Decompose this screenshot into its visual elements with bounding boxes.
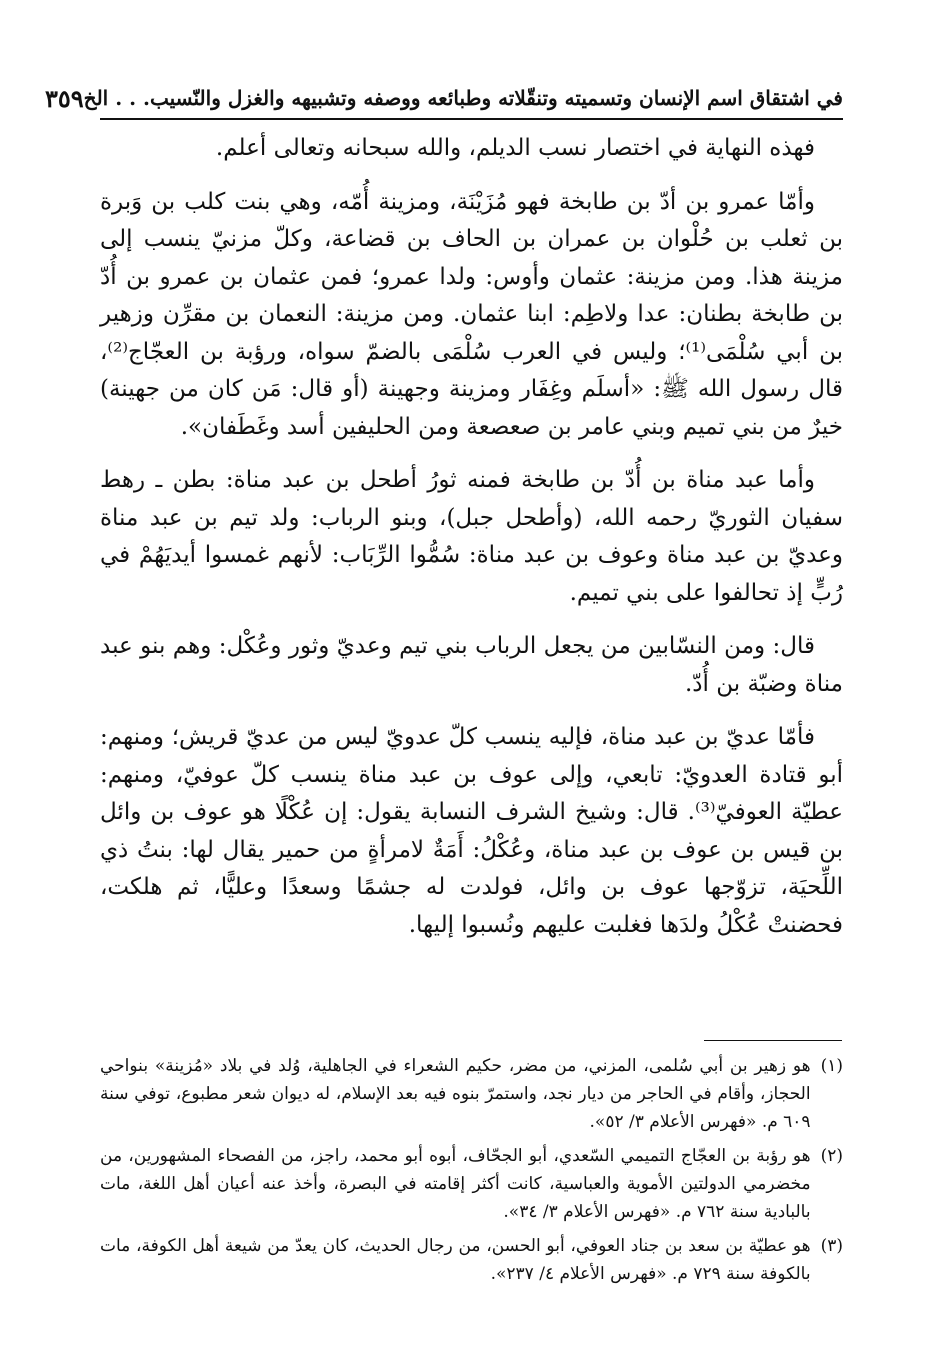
footnote-text: هو رؤبة بن العجّاج التميمي السّعدي، أبو الجحّاف، أبوه أبو محمد، راجز، من الفصحاء المشهورين، من مخضرمي الدولتين الأموية والعباسية، كانت أكثر إقامته في البصرة، وأخذ عنه أعيان أهل اللغة، مات بالبادية سنة ٧٦٢ م. «فهرس الأعلام ٣/ ٣٤». <box>100 1146 811 1222</box>
footnote-number: (٣) <box>820 1236 843 1256</box>
footnote-separator <box>704 1040 842 1041</box>
footnote <box>100 1142 843 1226</box>
paragraph: وأما عبد مناة بن أُدّ بن طابخة فمنه ثورُ أطحل بن عبد مناة: بطن ـ رهط سفيان الثوريّ رحمه الله، (وأطحل جبل)، وبنو الرباب: ولد تيم بن عبد مناة وعديّ بن عبد مناة وعوف بن عبد مناة: سُمُّوا الرِّبَاب: لأنهم غمسوا أيديَهُمْ في رُبٍّ إذ تحالفوا على بني تميم. <box>100 467 843 606</box>
paragraph: وأمّا عمرو بن أدّ بن طابخة فهو مُزَيْنَة، ومزينة أُمّه، وهي بنت كلب بن وَبرة بن ثعلب بن حُلْوان بن عمران بن الحاف بن قضاعة، وكلّ مزنيّ ينسب إلى مزينة هذا. ومن مزينة: عثمان وأوس: ولدا عمرو؛ فمن عثمان بن عمرو بن أُدّ بن طابخة بطنان: عدا ولاطِم: ابنا عثمان. ومن مزينة: النعمان بن مقرِّن وزهير بن أبي سُلْمَى⁽¹⁾؛ وليس في العرب سُلْمَى بالضمّ سواه، ورؤبة بن العجّاج⁽²⁾، قال رسول الله ﷺ: «أسلَم وغِفَار ومزينة وجهينة (أو قال: مَن كان من جهينة) خيرٌ من بني تميم وبني عامر بن صعصعة ومن الحليفين أسد وغَطَفان». <box>100 188 843 440</box>
page-number: ٣٥٩ <box>45 83 84 113</box>
footnote-text: هو عطيّة بن سعد بن جناد العوفي، أبو الحسن، من رجال الحديث، كان يعدّ من شيعة أهل الكوفة، مات بالكوفة سنة ٧٢٩ م. «فهرس الأعلام ٤/ ٢٣٧». <box>100 1236 811 1284</box>
main-text <box>100 130 843 960</box>
footnotes <box>100 1052 843 1294</box>
footnote-number: (١) <box>820 1056 843 1076</box>
footnote-text: هو زهير بن أبي سُلمى، المزني، من مضر، حكيم الشعراء في الجاهلية، وُلد في بلاد «مُزينة» بنواحي الحجاز، وأقام في الحاجر من ديار نجد، واستمرّ بنوه فيه بعد الإسلام، له ديوان شعر مطبوع، توفي سنة ٦٠٩ م. «فهرس الأعلام ٣/ ٥٢». <box>100 1056 811 1132</box>
footnote <box>100 1052 843 1136</box>
footnote <box>100 1232 843 1288</box>
paragraph: فهذه النهاية في اختصار نسب الديلم، والله سبحانه وتعالى أعلم. <box>215 135 815 161</box>
paragraph: قال: ومن النسّابين من يجعل الرباب بني تيم وعديّ وثور وعُكْل: وهم بنو عبد مناة وضبّة بن أُدّ. <box>100 633 843 697</box>
paragraph: فأمّا عديّ بن عبد مناة، فإليه ينسب كلّ عدويّ ليس من عديّ قريش؛ ومنهم: أبو قتادة العدويّ: تابعي، وإلى عوف بن عبد مناة ينسب كلّ عوفيّ، ومنهم: عطيّة العوفيّ⁽³⁾. قال: وشيخ الشرف النسابة يقول: إن عُكْلًا هو عوف بن وائل بن قيس بن عوف بن عبد مناة، وعُكْلُ: أَمَةٌ لامرأةٍ من حمير يقال لها: بنتُ ذي اللِّحيَة، تزوّجها عوف بن وائل، فولدت له جشمًا وسعدًا وعليًّا، ثم هلكت، فحضنتْ عُكْلُ ولدَها فغلبت عليهم ونُسبوا إليها. <box>100 724 843 938</box>
running-header <box>45 78 843 120</box>
footnote-number: (٢) <box>820 1146 843 1166</box>
running-header-title: في اشتقاق اسم الإنسان وتسميته وتنقّلاته وطبائعه ووصفه وتشبيهه والغزل والنّسيب. . . الخ <box>83 86 843 110</box>
